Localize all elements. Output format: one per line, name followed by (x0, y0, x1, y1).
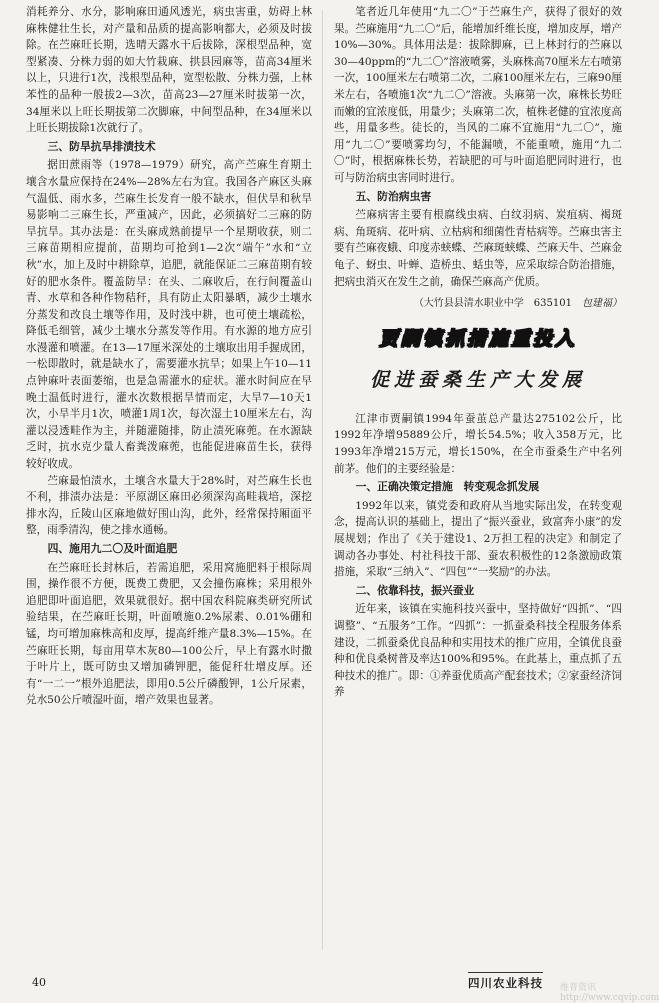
watermark: 维普资讯 http://www.cqvip.com (560, 983, 659, 1003)
author-signature (334, 296, 622, 313)
paragraph: 苎麻最怕渍水，土壤含水量大于28%时，对苎麻生长也不利，排渍办法是：平原湖区麻田必须深沟高畦栽培，深挖排水沟，丘陵山区麻地做好围山沟，此外，经常保持厢面平整，雨季清沟，使之排水通畅。 (26, 474, 312, 537)
paragraph: 在苎麻旺长封林后，若需追肥，采用窝施肥料于根际周围，操作很不方便，既费工费肥，又会撞伤麻株；采用根外追肥即叶面追肥，效果就很好。据中国农科院麻类研究所试验结果，在苎麻旺长期，叶面喷施0.2%尿素、0.01%硼和锰，均可增加麻株高和皮厚，提高纤维产量8.3%—15%。在苎麻旺长期，每亩用草木灰80—100公斤，早上有露水时撒于叶片上，既可防虫又增加磷钾肥，能促秆壮增皮厚。还有“一二一”根外追肥法，即用0.5公斤磷酸钾，1公斤尿素，兑水50公斤喷湿叶面，增产效果也显著。 (26, 561, 312, 707)
section-heading: 五、防治病虫害 (355, 189, 432, 203)
paragraph: 据田蔗雨等（1978—1979）研究，高产苎麻生育期土壤含水量应保持在24%—28%左右为宜。我国各产麻区头麻气温低、雨水多，苎麻生长发育一般不缺水，但伏旱和秋旱易影响二三麻生长，严重减产，因此，必须搞好二三麻的防旱抗旱。其办法是：在头麻成熟前提早一个星期收获，则二三麻苗期相应提前，苗期均可抢到1—2次“端午”水和“立秋”水，加上及时中耕除草，追肥，就能保证二三麻苗期有较好的肥水条件。覆盖防旱：在头、二麻收后，在行间覆盖山青、水草和各种作物秸秆，具有防止太阳暴晒，减少土壤水分蒸发和改良土壤等作用，及时浅中耕，也可使土壤疏松，降低毛细管，减少土壤水分蒸发等作用。有水源的地方应引水漫灌和喷灌。在13—17厘米深处的土壤取出用手握成团，一松即散时，就是缺水了，需要灌水抗旱；如果上午10—11点钟麻叶表面萎缩，也是急需灌水的症状。灌水时间应在早晚土温低时进行，灌水次数根据旱情而定，大旱7—10天1次，小旱半月1次，喷灌1周1次，每次湿土10厘米左右，沟灌以浸透畦作为主，并随灌随排，防止渍死麻蔸。在水源缺乏时，抗水克少量人畜粪泼麻蔸，也能促进麻苗生长，获得较好收成。 (26, 159, 312, 471)
article-title: 贾嗣镇抓措施重投入 (378, 327, 577, 350)
section-heading: 四、施用九二〇及叶面追肥 (47, 542, 178, 555)
paragraph: 苎麻病害主要有根腐线虫病、白纹羽病、炭疽病、褐斑病、角斑病、花叶病、立枯病和细菌性青枯病等。苎麻虫害主要有苎麻夜蛾、印度赤蛱蝶、苎麻斑蛱蝶、苎麻天牛、苎麻金龟子、蚜虫、叶蝉、造桥虫、蛞虫等，应采取综合防治措施，把病虫消灭在发生之前，确保苎麻高产优质。 (334, 209, 622, 288)
paragraph: 笔者近几年使用“九二〇”于苎麻生产，获得了很好的效果。苎麻施用“九二〇”后，能增加纤维长度，增加皮厚，增产10%—30%。具体用法是：拔除脚麻，已上林封行的苎麻以30—40ppm的“九二〇”溶液喷雾，头麻株高70厘米左右喷第一次，100厘米左右喷第二次，二麻100厘米左右，三麻90厘米左右，各喷施1次“九二〇”溶液。头麻第一次，麻株长势旺而嫩的宜浓度低，用量少；头麻第二次，植株老健的宜浓度高些，用量多些。徒长的，当风的二麻不宜施用“九二〇”，施用“九二〇”要喷雾均匀，不能漏喷，不能重喷，施用“九二〇”时，根据麻株长势，若缺肥的可与叶面追肥同时进行，也可与防治病虫害同时进行。 (334, 6, 622, 184)
magazine-name: 四川农业科技 (468, 972, 543, 991)
left-column (26, 4, 312, 709)
page-footer (0, 960, 640, 1000)
article-title-box (334, 327, 622, 351)
page-number: 40 (32, 976, 46, 989)
section-heading: 一、正确决策定措施 转变观念抓发展 (355, 480, 540, 494)
column-divider (322, 10, 323, 950)
section-heading: 二、依靠科技，振兴蚕业 (355, 583, 475, 597)
paragraph: 江津市贾嗣镇1994年蚕茧总产量达275102公斤，比1992年净增95889公斤，增长54.5%；收入358万元，比1993年净增215万元，增长150%，在全市蚕桑生产中名列前茅。他们的主要经验是： (334, 412, 622, 475)
author-name: 包建福） (582, 298, 622, 310)
author-affiliation: （大竹县县清水职业中学 635101 (413, 298, 572, 310)
paragraph: 消耗养分、水分，影响麻田通风透光，病虫害重，妨碍上林麻株健壮生长，对产量和品质的提高影响都大，必须及时拔除。在苎麻旺长期，选晴天露水干后拔除，深根型品种，宽型紧凑、分株力弱的如大竹栽麻、拱县园麻等，苗高34厘米以上，只进行1次，浅根型品种，宽型松散、分株力强，上林苯性的品种一般拔2—3次，苗高23—27厘米时拔第一次，34厘米以上旺长期拔第二次脚麻，中间型品种，在34厘米以上旺长期拔除1次就行了。 (26, 6, 312, 135)
paragraph: 1992年以来，镇党委和政府从当地实际出发，在转变观念，提高认识的基础上，提出了“振兴蚕业，致富奔小康”的发展规划；作出了《关于建设1、2万担工程的决定》和制定了调动各办事处、村社科技干部、蚕农积极性的12条激励政策措施，采取“三纳入”、“四包”“一奖励”的办法。 (334, 499, 622, 579)
section-heading: 三、防旱抗旱排渍技术 (47, 139, 156, 153)
paragraph: 近年来，该镇在实施科技兴蚕中，坚持做好“四抓”、“四调整”、“五服务”工作。“四抓”：一抓蚕桑科技全程服务体系建设，二抓蚕桑优良品种和实用技术的推广应用，全镇优良蚕种和优良桑树普及率达100%和95%。在此基上，重点抓了五种技术的推广。即：①养蚕优质高产配套技术；②家蚕经济饲养 (334, 603, 622, 699)
right-column (334, 4, 622, 701)
article-subtitle: 促进蚕桑生产大发展 (369, 369, 586, 392)
